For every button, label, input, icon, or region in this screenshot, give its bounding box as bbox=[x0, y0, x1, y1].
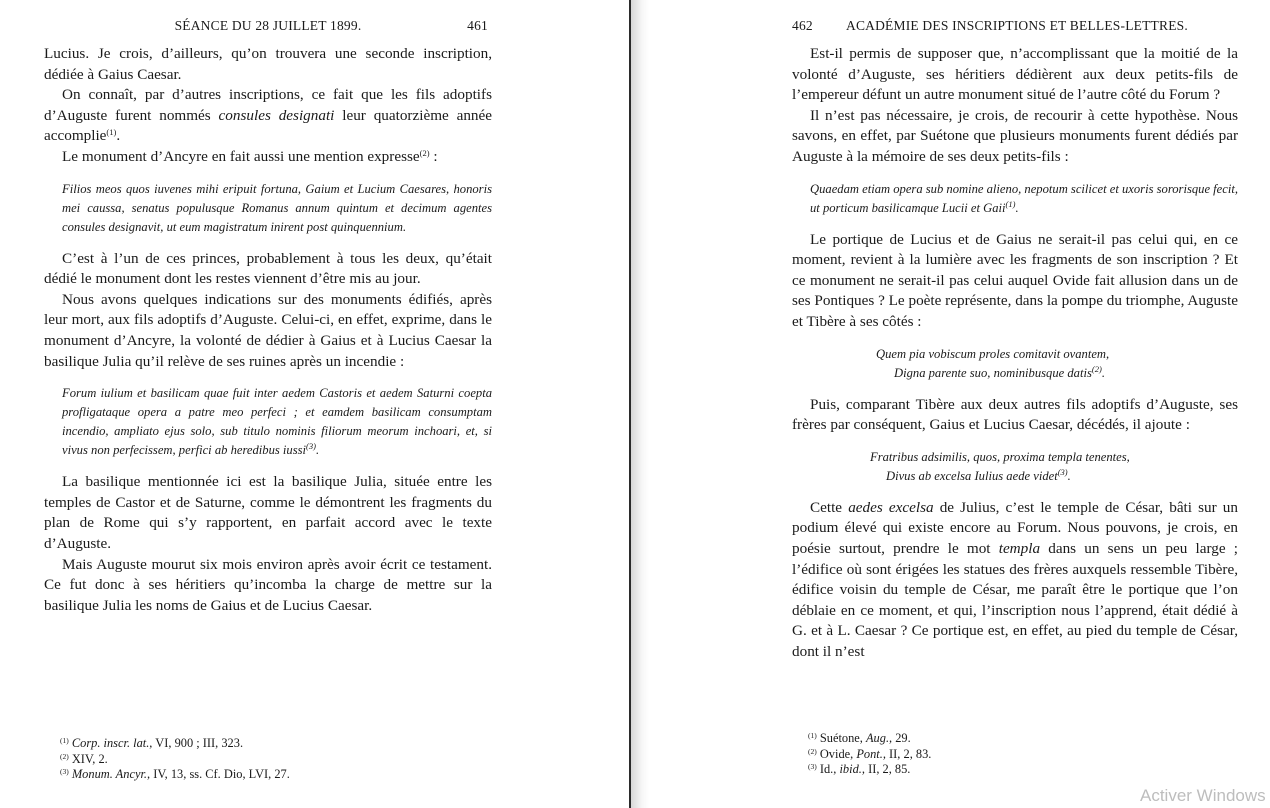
footnote: $^{(3)}$ Id., ibid., II, 2, 85. bbox=[808, 762, 911, 777]
paragraph: La basilique mentionnée ici est la basilique Julia, située entre les temples de Castor et de Saturne, comme le démontrent les fragments du plan de Rome qui s’y rapportent, en parfait accord avec le texte d’Auguste. bbox=[44, 473, 492, 552]
footnote-ref: (1) bbox=[1005, 198, 1016, 209]
paragraph: Est-il permis de supposer que, n’accomplissant que la moitié de la volonté d’Auguste, ses héritiers dédièrent aux deux petits-fils de l’empereur défunt un autre monument situé de l’autre côté du Forum ? bbox=[792, 45, 1238, 104]
paragraph: Mais Auguste mourut six mois environ après avoir écrit ce testament. Ce fut donc à ses héritiers qu’incomba la charge de mettre sur la basilique Julia les noms de Gaius et de Lucius Caesar. bbox=[44, 555, 492, 614]
footnote-ref: (3) bbox=[1057, 466, 1068, 477]
paragraph: Nous avons quelques indications sur des monuments édifiés, après leur mort, aux fils adoptifs d’Auguste. Celui-ci, en effet, exprime, dans le monument d’Ancyre, la volonté de dédier à Gaius et à Lucius Caesar la basilique Julia qu’il relève de ses ruines après un incendie : bbox=[44, 290, 492, 370]
footnote-ref: (1) bbox=[106, 127, 117, 138]
paragraph: Il n’est pas nécessaire, je crois, de recourir à cette hypothèse. Nous savons, en effet, par Suétone que plusieurs monuments furent dédiés par Auguste à la mémoire de ses deux petits-fils : bbox=[792, 106, 1238, 165]
footnote-ref: (2) bbox=[419, 147, 430, 158]
page-number: 462 bbox=[792, 18, 813, 33]
page-body bbox=[44, 44, 492, 616]
footnotes bbox=[808, 731, 1238, 778]
footnote: $^{(2)}$ XIV, 2. bbox=[60, 751, 108, 766]
footnote-ref: (2) bbox=[1091, 363, 1102, 374]
footnotes bbox=[60, 736, 492, 783]
header-title: SÉANCE DU 28 JUILLET 1899. bbox=[174, 18, 362, 33]
paragraph: Cette aedes excelsa de Julius, c’est le temple de César, bâti sur un podium élevé qui existe encore au Forum. Nous pouvons, je crois, en poésie surtout, prendre le mot templa dans un sens un peu large ; l’édifice où sont érigées les statues des frères auxquels ressemble Tibère, édifice voisin du temple de César, me paraît être le portique que l’on déblaie en ce moment, et qui, l’inscription nous l’apprend, était dédié à G. et à L. Caesar ? Ce portique est, en effet, au pied du temple de César, dont il n’est bbox=[792, 498, 1238, 660]
right-page bbox=[792, 0, 1238, 808]
verse-line: Quem pia vobiscum proles comitavit ovantem, bbox=[876, 346, 1110, 361]
footnote-ref: (3) bbox=[306, 441, 316, 452]
verse-line: Divus ab excelsa Iulius aede videt$^{(3)}$. bbox=[886, 466, 1071, 483]
paragraph: On connaît, par d’autres inscriptions, ce fait que les fils adoptifs d’Auguste furent nommés consules designati leur quatorzième année accomplie$^{(1)}$. bbox=[44, 86, 493, 145]
paragraph: Lucius. Je crois, d’ailleurs, qu’on trouvera une seconde inscription, dédiée à Gaius Caesar. bbox=[44, 45, 492, 83]
footnote: $^{(3)}$ Monum. Ancyr., IV, 13, ss. Cf. Dio, LVI, 27. bbox=[60, 767, 290, 782]
latin-quotation: Filios meos quos iuvenes mihi eripuit fortuna, Gaium et Lucium Caesares, honoris mei caussa, senatus populusque Romanus annum quintum et decimum agentes consules designavit, ut eum magistratum inirent post quinquennium. bbox=[62, 181, 492, 234]
latin-quotation: Forum iulium et basilicam quae fuit inter aedem Castoris et aedem Saturni coepta profligataque opera a patre meo perfeci ; et eamdem basilicam consumptam incendio, ampliato ejus solo, sub titulo nominis filiorum meorum inchoari, et, si vivus non perfecissem, perfici ab heredibus iussi$^{(3)}$. bbox=[62, 386, 492, 458]
paragraph: Le monument d’Ancyre en fait aussi une mention expresse$^{(2)}$ : bbox=[62, 147, 438, 165]
windows-activation-watermark: Activer Windows bbox=[1140, 786, 1266, 805]
verse-quotation bbox=[792, 345, 1238, 383]
verse-line: Digna parente suo, nominibusque datis$^{(2)}$. bbox=[894, 363, 1105, 380]
left-page bbox=[44, 0, 492, 808]
page-number: 461 bbox=[467, 18, 488, 33]
paragraph: C’est à l’un de ces princes, probablement à tous les deux, qu’était dédié le monument dont les restes viennent d’être mis au jour. bbox=[44, 249, 492, 288]
gutter-shadow bbox=[631, 0, 649, 808]
footnote: $^{(1)}$ Corp. inscr. lat., VI, 900 ; III, 323. bbox=[60, 736, 244, 750]
latin-quotation: Quaedam etiam opera sub nomine alieno, nepotum scilicet et uxoris sororisque fecit, ut porticum basilicamque Lucii et Gaii$^{(1)}$. bbox=[810, 181, 1239, 215]
paragraph: Puis, comparant Tibère aux deux autres fils adoptifs d’Auguste, ses frères par conséquent, Gaius et Lucius Caesar, décédés, il ajoute : bbox=[792, 395, 1238, 434]
verse-quotation bbox=[792, 448, 1238, 486]
paragraph: Le portique de Lucius et de Gaius ne serait-il pas celui qui, en ce moment, revient à la lumière avec les fragments de son inscription ? Et ce monument ne serait-il pas celui auquel Ovide fait allusion dans un de ses Pontiques ? Le poète représente, dans la pompe du triomphe, Auguste et Tibère à ses côtés : bbox=[792, 230, 1238, 330]
footnote: $^{(1)}$ Suétone, Aug., 29. bbox=[808, 731, 911, 745]
footnote: $^{(2)}$ Ovide, Pont., II, 2, 83. bbox=[808, 746, 932, 761]
page-body bbox=[792, 44, 1238, 662]
header-title: ACADÉMIE DES INSCRIPTIONS ET BELLES-LETTRES. bbox=[846, 18, 1188, 33]
verse-line: Fratribus adsimilis, quos, proxima templa tenentes, bbox=[870, 449, 1130, 464]
